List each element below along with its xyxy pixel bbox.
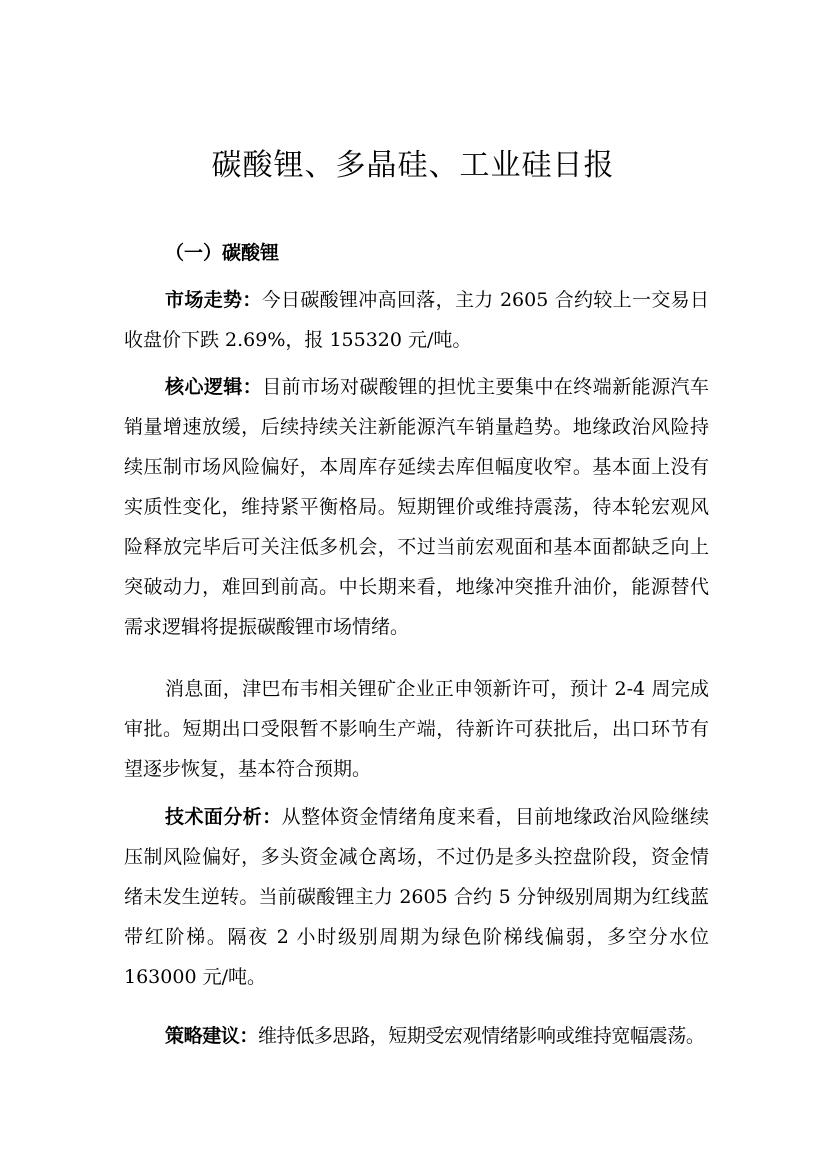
paragraph-news: [124, 669, 709, 789]
section-heading: （一）碳酸锂: [165, 242, 280, 264]
paragraph-strategy: [124, 1016, 709, 1056]
paragraph-technical-analysis: [124, 797, 709, 997]
paragraph-core-logic: [124, 367, 709, 647]
paragraph-text: 今日碳酸锂冲高回落，主力 2605 合约较上一交易日收盘价下跌 2.69%，报 155320 元/吨。: [124, 289, 709, 351]
paragraph-text: 从整体资金情绪角度来看，目前地缘政治风险继续压制风险偏好，多头资金减仓离场，不过仍是多头控盘阶段，资金情绪未发生逆转。当前碳酸锂主力 2605 合约 5 分钟级别周期为红线蓝带红阶梯。隔夜 2 小时级别周期为绿色阶梯线偏弱，多空分水位 163000 元/吨。: [124, 806, 709, 988]
paragraph-market-trend: [124, 280, 709, 360]
paragraph-lead: 策略建议：: [165, 1025, 259, 1047]
paragraph-text: 目前市场对碳酸锂的担忧主要集中在终端新能源汽车销量增速放缓，后续持续关注新能源汽车销量趋势。地缘政治风险持续压制市场风险偏好，本周库存延续去库但幅度收窄。基本面上没有实质性变化，维持紧平衡格局。短期锂价或维持震荡，待本轮宏观风险释放完毕后可关注低多机会，不过当前宏观面和基本面都缺乏向上突破动力，难回到前高。中长期来看，地缘冲突推升油价，能源替代需求逻辑将提振碳酸锂市场情绪。: [124, 376, 709, 638]
paragraph-lead: 核心逻辑：: [165, 376, 263, 398]
paragraph-text: 维持低多思路，短期受宏观情绪影响或维持宽幅震荡。: [258, 1025, 705, 1047]
paragraph-lead: 技术面分析：: [165, 806, 282, 828]
document-title: 碳酸锂、多晶硅、工业硅日报: [211, 148, 615, 183]
paragraph-lead: 市场走势：: [165, 289, 262, 311]
paragraph-text: 消息面，津巴布韦相关锂矿企业正申领新许可，预计 2-4 周完成审批。短期出口受限暂不影响生产端，待新许可获批后，出口环节有望逐步恢复，基本符合预期。: [124, 678, 709, 780]
